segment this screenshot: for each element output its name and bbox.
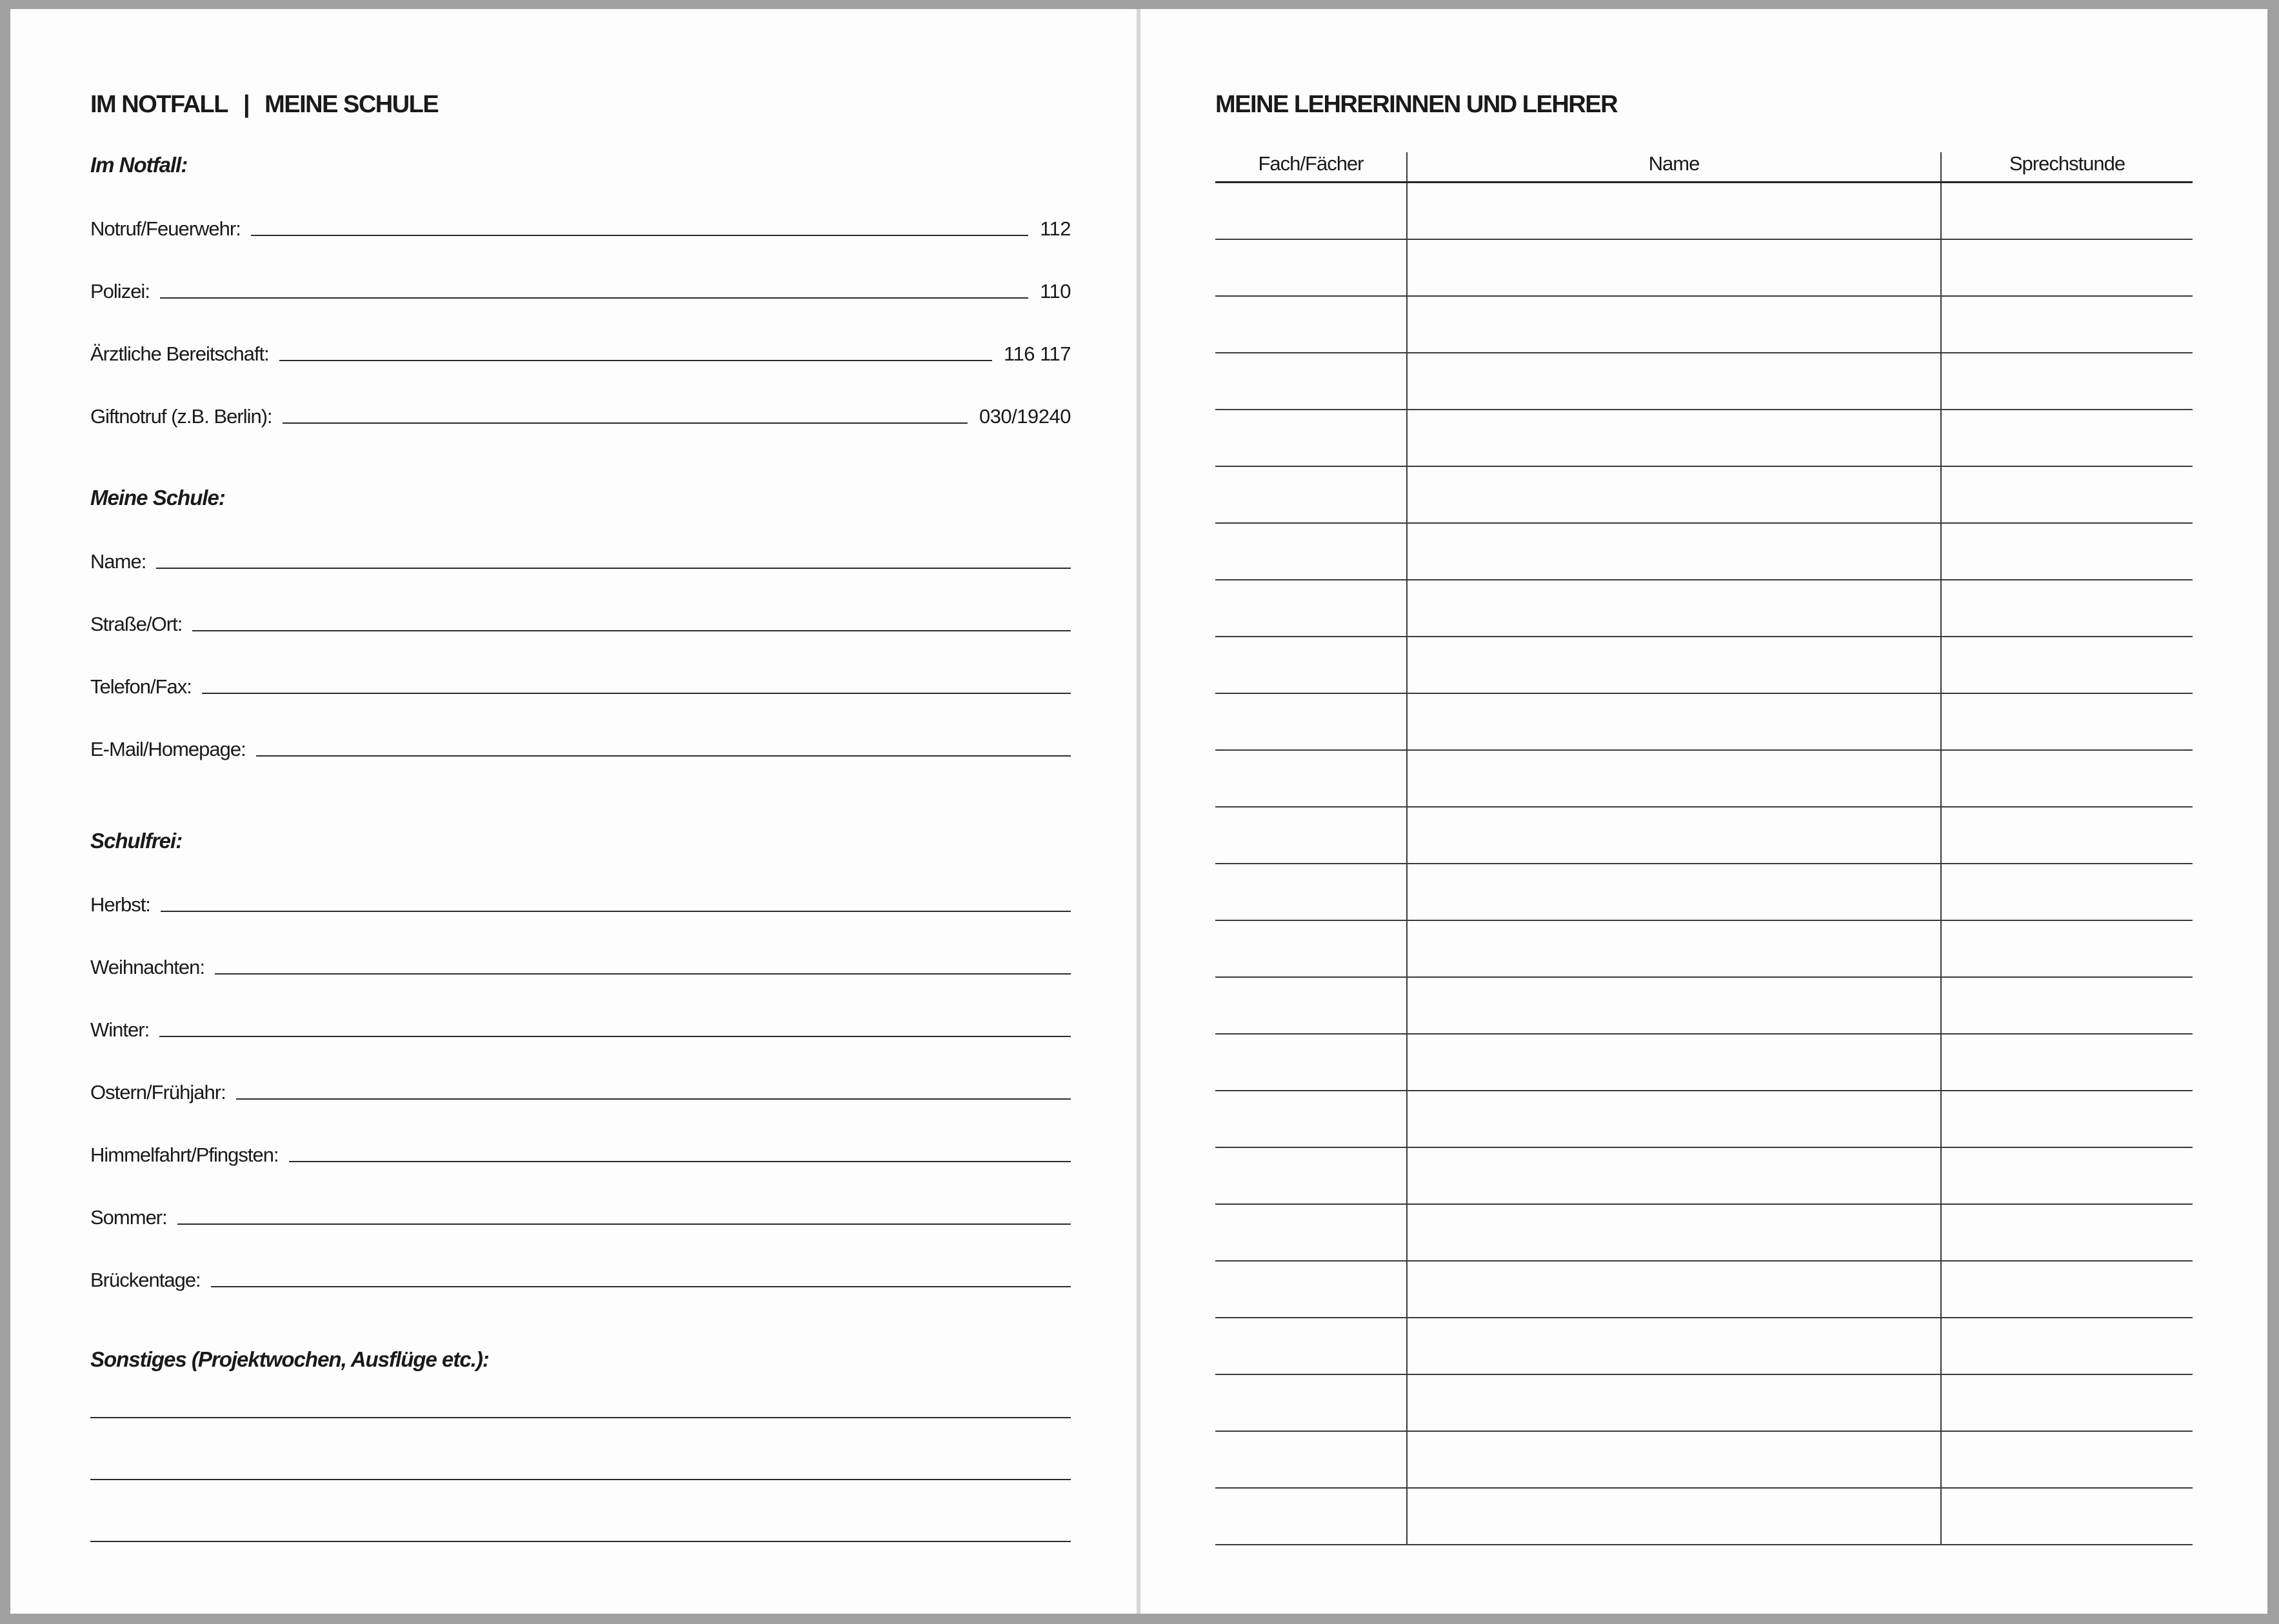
table-row (1215, 1262, 2193, 1318)
field-label: Telefon/Fax: (90, 675, 192, 698)
fill-line (202, 693, 1071, 694)
section-heading-sonstiges: Sonstiges (Projektwochen, Ausflüge etc.): (90, 1347, 489, 1371)
page-title-left (90, 90, 1071, 119)
fill-line (251, 235, 1028, 236)
fill-line (256, 755, 1071, 757)
fill-line (279, 360, 992, 361)
cell-name (1408, 467, 1942, 522)
form-field-polizei (90, 241, 1071, 303)
column-header-sprechstunde: Sprechstunde (2009, 152, 2125, 175)
table-header-row (1215, 138, 2193, 183)
cell-fach-faecher (1215, 467, 1408, 522)
table-row (1215, 183, 2193, 240)
form-field-schulname (90, 511, 1071, 573)
sonstiges-blank-lines (90, 1372, 1071, 1547)
page-left (10, 9, 1137, 1614)
cell-fach-faecher (1215, 921, 1408, 976)
cell-sprechstunde (1942, 1035, 2193, 1090)
field-label: Himmelfahrt/Pfingsten: (90, 1144, 279, 1166)
section-heading-im-notfall: Im Notfall: (90, 153, 188, 177)
fill-line (160, 297, 1028, 299)
table-row (1215, 1205, 2193, 1262)
cell-name (1408, 1091, 1942, 1147)
cell-sprechstunde (1942, 353, 2193, 409)
cell-sprechstunde (1942, 1489, 2193, 1544)
cell-sprechstunde (1942, 240, 2193, 295)
cell-fach-faecher (1215, 1205, 1408, 1260)
cell-name (1408, 1489, 1942, 1544)
table-row (1215, 353, 2193, 410)
cell-name (1408, 183, 1942, 239)
form-field-brueckentage (90, 1229, 1071, 1292)
table-row (1215, 637, 2193, 694)
fill-line (161, 911, 1071, 912)
form-field-winter (90, 979, 1071, 1042)
cell-fach-faecher (1215, 1148, 1408, 1203)
cell-name (1408, 864, 1942, 920)
field-label: E-Mail/Homepage: (90, 738, 246, 760)
cell-fach-faecher (1215, 1489, 1408, 1544)
cell-name (1408, 1035, 1942, 1090)
table-row (1215, 1091, 2193, 1148)
fill-line (177, 1223, 1071, 1225)
field-label: Name: (90, 550, 146, 573)
cell-name (1408, 1148, 1942, 1203)
cell-name (1408, 637, 1942, 693)
table-row (1215, 1375, 2193, 1432)
form-field-notruf (90, 178, 1071, 241)
field-label: Weihnachten: (90, 956, 204, 978)
cell-name (1408, 1262, 1942, 1317)
cell-fach-faecher (1215, 637, 1408, 693)
field-label: Winter: (90, 1018, 150, 1041)
form-field-telefon-fax (90, 636, 1071, 698)
table-row (1215, 864, 2193, 921)
fill-line (90, 1541, 1071, 1542)
cell-name (1408, 297, 1942, 352)
field-label: Sommer: (90, 1206, 167, 1229)
fill-line (215, 973, 1071, 975)
title-separator: | (243, 91, 250, 118)
field-label: Brückentage: (90, 1269, 201, 1291)
table-row (1215, 1318, 2193, 1375)
cell-sprechstunde (1942, 751, 2193, 806)
cell-fach-faecher (1215, 297, 1408, 352)
cell-name (1408, 1318, 1942, 1374)
cell-name (1408, 580, 1942, 636)
title-part-notfall: IM NOTFALL (90, 91, 228, 118)
form-field-email-homepage (90, 698, 1071, 761)
field-label: Straße/Ort: (90, 613, 183, 635)
cell-fach-faecher (1215, 1262, 1408, 1317)
section-schulfrei (90, 828, 1071, 1292)
section-heading-schulfrei: Schulfrei: (90, 829, 183, 853)
cell-fach-faecher (1215, 694, 1408, 749)
table-row (1215, 807, 2193, 864)
cell-sprechstunde (1942, 1205, 2193, 1260)
cell-fach-faecher (1215, 1091, 1408, 1147)
cell-sprechstunde (1942, 978, 2193, 1033)
cell-name (1408, 921, 1942, 976)
form-field-sommer (90, 1167, 1071, 1229)
field-value: 112 (1040, 217, 1071, 240)
cell-sprechstunde (1942, 467, 2193, 522)
cell-fach-faecher (1215, 1318, 1408, 1374)
cell-name (1408, 524, 1942, 579)
table-row (1215, 1148, 2193, 1205)
cell-sprechstunde (1942, 807, 2193, 863)
fill-line (156, 568, 1071, 569)
table-row (1215, 694, 2193, 751)
cell-fach-faecher (1215, 978, 1408, 1033)
cell-sprechstunde (1942, 921, 2193, 976)
table-row (1215, 240, 2193, 297)
cell-fach-faecher (1215, 524, 1408, 579)
form-field-ostern-fruehjahr (90, 1042, 1071, 1104)
form-field-weihnachten (90, 916, 1071, 979)
fill-line (192, 630, 1071, 631)
fill-line (159, 1036, 1071, 1037)
fill-line (211, 1286, 1071, 1287)
cell-sprechstunde (1942, 637, 2193, 693)
cell-fach-faecher (1215, 1035, 1408, 1090)
cell-sprechstunde (1942, 524, 2193, 579)
cell-name (1408, 1432, 1942, 1487)
field-label: Notruf/Feuerwehr: (90, 217, 241, 240)
cell-name (1408, 694, 1942, 749)
cell-sprechstunde (1942, 1091, 2193, 1147)
field-label: Herbst: (90, 893, 150, 916)
table-row (1215, 978, 2193, 1035)
form-field-herbst (90, 854, 1071, 916)
table-row (1215, 921, 2193, 978)
cell-fach-faecher (1215, 864, 1408, 920)
form-field-aerztliche-bereitschaft (90, 303, 1071, 366)
field-value: 116 117 (1004, 342, 1071, 365)
cell-fach-faecher (1215, 410, 1408, 466)
planner-spread (10, 9, 2267, 1614)
cell-sprechstunde (1942, 1318, 2193, 1374)
blank-note-line-row (90, 1485, 1071, 1547)
teachers-table (1215, 138, 2193, 1545)
cell-name (1408, 240, 1942, 295)
cell-sprechstunde (1942, 580, 2193, 636)
field-label: Ärztliche Bereitschaft: (90, 342, 269, 365)
form-field-strasse-ort (90, 573, 1071, 636)
cell-sprechstunde (1942, 1432, 2193, 1487)
field-label: Ostern/Frühjahr: (90, 1081, 226, 1104)
cell-sprechstunde (1942, 864, 2193, 920)
title-part-schule: MEINE SCHULE (264, 91, 439, 118)
cell-sprechstunde (1942, 1262, 2193, 1317)
table-row (1215, 524, 2193, 580)
form-field-himmelfahrt-pfingsten (90, 1104, 1071, 1167)
section-meine-schule (90, 485, 1071, 761)
fill-line (289, 1161, 1071, 1162)
cell-name (1408, 353, 1942, 409)
fill-line (90, 1479, 1071, 1480)
cell-name (1408, 807, 1942, 863)
table-row (1215, 467, 2193, 524)
fill-line (283, 422, 968, 424)
cell-name (1408, 1205, 1942, 1260)
table-row (1215, 410, 2193, 467)
blank-note-line-row (90, 1372, 1071, 1423)
table-row (1215, 580, 2193, 637)
section-sonstiges (90, 1347, 1071, 1547)
section-heading-meine-schule: Meine Schule: (90, 486, 225, 510)
table-row (1215, 1489, 2193, 1545)
field-value: 110 (1040, 280, 1071, 302)
column-header-fach-faecher: Fach/Fächer (1215, 152, 1408, 181)
cell-fach-faecher (1215, 1432, 1408, 1487)
table-row (1215, 751, 2193, 807)
table-row (1215, 1432, 2193, 1489)
cell-sprechstunde (1942, 183, 2193, 239)
cell-fach-faecher (1215, 240, 1408, 295)
field-label: Giftnotruf (z.B. Berlin): (90, 405, 272, 428)
cell-name (1408, 410, 1942, 466)
cell-fach-faecher (1215, 751, 1408, 806)
cell-fach-faecher (1215, 183, 1408, 239)
page-right (1140, 9, 2267, 1614)
cell-name (1408, 751, 1942, 806)
section-im-notfall (90, 152, 1071, 428)
cell-name (1408, 978, 1942, 1033)
cell-sprechstunde (1942, 1148, 2193, 1203)
cell-name (1408, 1375, 1942, 1431)
fill-line (90, 1417, 1071, 1418)
field-value: 030/19240 (979, 405, 1071, 428)
cell-fach-faecher (1215, 807, 1408, 863)
fill-line (236, 1098, 1071, 1100)
cell-fach-faecher (1215, 580, 1408, 636)
page-title-right: MEINE LEHRERINNEN UND LEHRER (1215, 91, 1618, 118)
cell-sprechstunde (1942, 297, 2193, 352)
table-row (1215, 297, 2193, 353)
cell-fach-faecher (1215, 1375, 1408, 1431)
cell-sprechstunde (1942, 1375, 2193, 1431)
form-field-giftnotruf (90, 366, 1071, 428)
table-row (1215, 1035, 2193, 1091)
blank-note-line-row (90, 1423, 1071, 1485)
cell-sprechstunde (1942, 694, 2193, 749)
column-header-name: Name (1408, 152, 1942, 181)
field-label: Polizei: (90, 280, 150, 302)
cell-sprechstunde (1942, 410, 2193, 466)
cell-fach-faecher (1215, 353, 1408, 409)
